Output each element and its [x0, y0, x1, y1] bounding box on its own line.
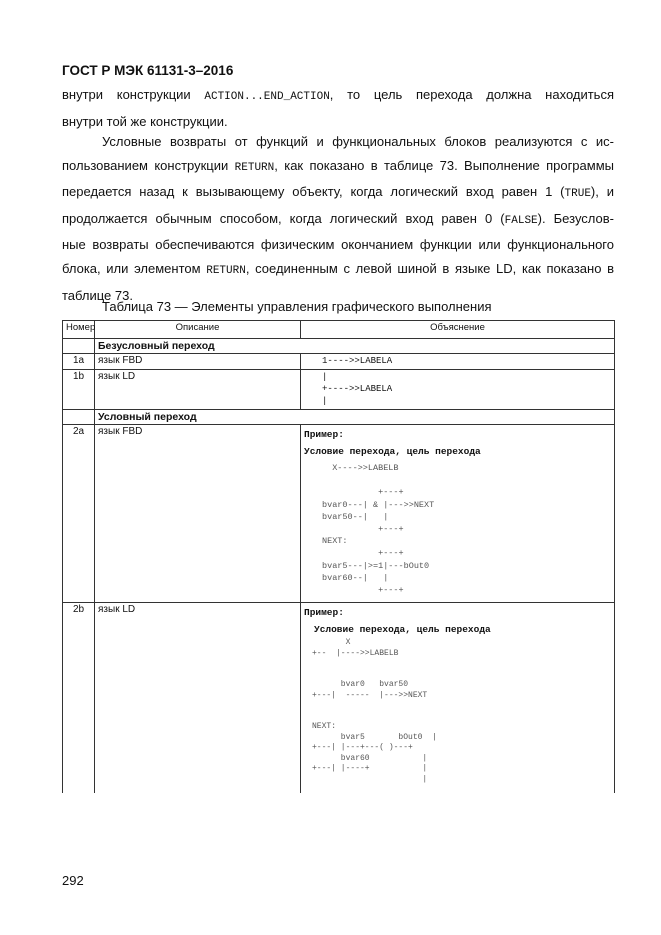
para2-text: ). Безуслов-	[537, 210, 614, 226]
para2-text: блока, или элементом	[62, 260, 207, 276]
fbd-jump-code: 1---->>LABELA	[322, 356, 393, 366]
para2-text: , как показано в таблице 73. Выполнение программы	[274, 157, 614, 173]
table-caption: Таблица 73 — Элементы управления графического выполнения	[102, 299, 492, 314]
table-row	[63, 603, 615, 793]
para2-text: , соединенным с левой шиной в языке LD, как показано в	[245, 260, 614, 276]
row-desc: язык FBD	[95, 425, 301, 603]
paragraph-1	[62, 83, 614, 133]
ld-conditional-code: X +-- |---->>LABELB bvar0 bvar50 +---| ----- |--->>NEXT NEXT: bvar5 bOut0 | +---| |---+---( )---+ bvar60 | +---| |----+ | |	[312, 638, 437, 784]
table-row	[63, 370, 615, 410]
table-73	[62, 320, 615, 793]
section-unconditional: Безусловный переход	[95, 339, 301, 354]
para2-code: TRUE	[564, 188, 591, 201]
row-num: 1a	[63, 354, 95, 370]
example-subtitle: Условие перехода, цель перехода	[304, 446, 481, 457]
ld-jump-code: | +---->>LABELA |	[322, 372, 393, 406]
para2-text: таблице 73.	[62, 287, 133, 303]
page-number: 292	[62, 873, 84, 888]
para2-text: пользованием конструкции	[62, 157, 235, 173]
example-label: Пример:	[304, 429, 344, 440]
header-expl: Объяснение	[301, 321, 615, 339]
table-row	[63, 425, 615, 603]
para2-text: Условные возвраты от функций и функциональных блоков реализуются с ис-	[102, 134, 614, 149]
row-num: 2a	[63, 425, 95, 603]
document-header: ГОСТ Р МЭК 61131-3–2016	[62, 63, 234, 78]
header-num: Номер	[63, 321, 95, 339]
row-num: 1b	[63, 370, 95, 410]
para1-text: , то цель перехода должна находиться	[329, 87, 614, 102]
para2-code: RETURN	[206, 264, 246, 277]
section-row	[63, 339, 615, 354]
table-row	[63, 354, 615, 370]
para2-text: ные возвраты обеспечиваются физическим окончанием функции или функционального	[62, 237, 614, 253]
example-subtitle: Условие перехода, цель перехода	[314, 624, 491, 635]
para2-text: продолжается обычным способом, когда логический вход равен 0 (	[62, 210, 505, 226]
row-desc: язык FBD	[95, 354, 301, 370]
row-desc: язык LD	[95, 370, 301, 410]
para1-code: ACTION...END_ACTION	[204, 91, 330, 103]
section-conditional: Условный переход	[95, 410, 301, 425]
para2-text: передается назад к вызывающему объекту, когда логический вход равен 1 (	[62, 184, 565, 200]
header-desc: Описание	[95, 321, 301, 339]
para2-code: FALSE	[504, 214, 538, 227]
paragraph-2	[62, 130, 614, 307]
row-desc: язык LD	[95, 603, 301, 793]
fbd-conditional-code: X---->>LABELB +---+ bvar0---| & |--->>NEXT bvar50--| | +---+ NEXT: +---+ bvar5---|>=1|---bOut0 bvar60--| | +---+	[322, 463, 435, 596]
row-num: 2b	[63, 603, 95, 793]
section-row	[63, 410, 615, 425]
para2-text: ), и	[590, 184, 614, 200]
table-header-row	[63, 321, 615, 339]
para2-code: RETURN	[234, 161, 275, 174]
para1-text: внутри той же конструкции.	[62, 113, 228, 129]
para1-text: внутри конструкции	[62, 87, 205, 102]
example-label: Пример:	[304, 607, 344, 618]
